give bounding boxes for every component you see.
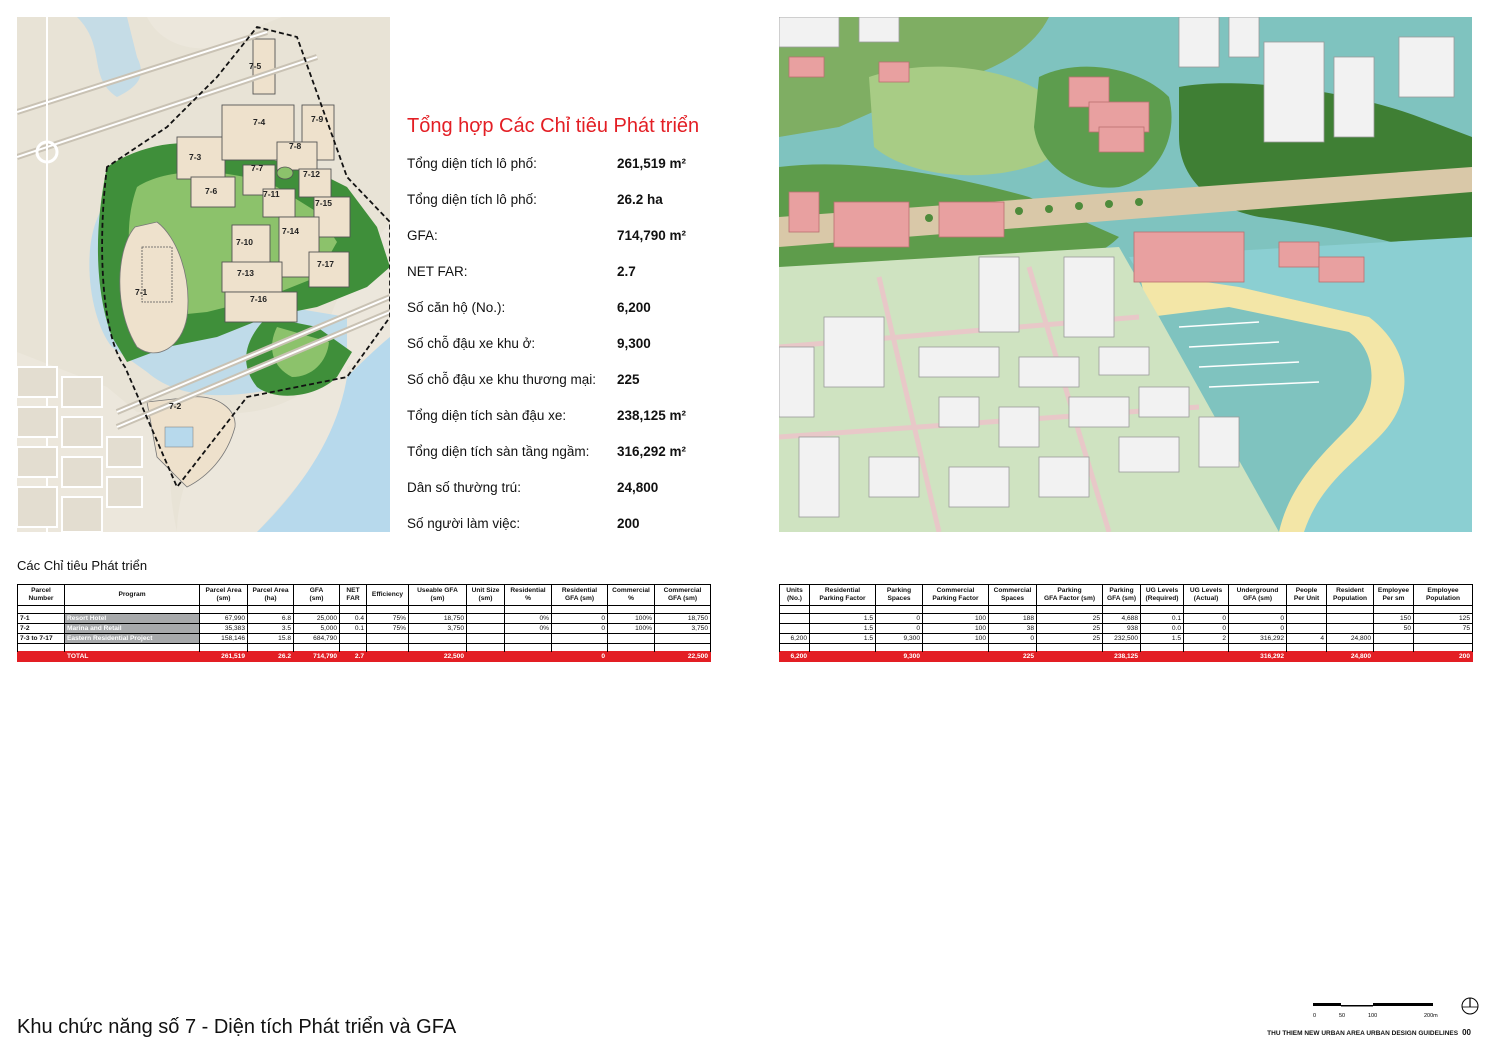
table-cell xyxy=(1287,652,1327,662)
table-cell xyxy=(810,652,876,662)
table-cell: 1.5 xyxy=(1141,634,1184,644)
summary-row xyxy=(407,290,767,326)
scale-label-0: 0 xyxy=(1313,1013,1317,1019)
column-header: UG Levels (Actual) xyxy=(1184,585,1229,606)
table-cell: 26.2 xyxy=(248,652,294,662)
parcel-label-7-12: 7-12 xyxy=(303,169,321,179)
table-cell: 3.5 xyxy=(248,624,294,634)
parcel-label-7-8: 7-8 xyxy=(289,141,302,151)
table-cell: 4 xyxy=(1287,634,1327,644)
summary-label: NET FAR: xyxy=(407,264,468,279)
table-cell xyxy=(1374,652,1414,662)
table-cell: 4,688 xyxy=(1103,614,1141,624)
summary-value: 238,125 m² xyxy=(617,408,687,423)
summary-row xyxy=(407,146,767,182)
development-summary xyxy=(407,115,767,542)
column-header: Underground GFA (sm) xyxy=(1229,585,1287,606)
table-row xyxy=(780,634,1473,644)
table-spacer-row xyxy=(780,606,1473,614)
table-cell: 0 xyxy=(1229,614,1287,624)
table-cell: 9,300 xyxy=(876,652,923,662)
table-cell: 18,750 xyxy=(655,614,711,624)
parcel-label-7-10: 7-10 xyxy=(236,237,254,247)
column-header: Commercial % xyxy=(608,585,655,606)
table-cell xyxy=(467,614,505,624)
table-spacer-row xyxy=(780,644,1473,652)
column-header: Parking Spaces xyxy=(876,585,923,606)
table-cell: 100% xyxy=(608,614,655,624)
table-cell xyxy=(1287,624,1327,634)
table-cell xyxy=(552,634,608,644)
table-cell: 0 xyxy=(552,652,608,662)
table-cell: 100% xyxy=(608,624,655,634)
table-cell xyxy=(18,652,65,662)
table-total-row xyxy=(18,652,711,662)
table-cell: 1.5 xyxy=(810,624,876,634)
table-cell: 25,000 xyxy=(294,614,340,624)
scale-label-100: 100 xyxy=(1368,1013,1378,1019)
parcel-label-7-6: 7-6 xyxy=(205,186,218,196)
table-cell: 0.0 xyxy=(1141,624,1184,634)
summary-value: 225 xyxy=(617,372,640,387)
table-cell: 18,750 xyxy=(409,614,467,624)
site-plan-drawing xyxy=(17,17,390,532)
table-cell: 0 xyxy=(1184,614,1229,624)
aerial-drawing xyxy=(779,17,1472,532)
table-row xyxy=(780,614,1473,624)
parcel-label-7-1: 7-1 xyxy=(135,287,148,297)
table-cell: 1.5 xyxy=(810,614,876,624)
table-cell: 6,200 xyxy=(780,652,810,662)
table-header-row xyxy=(780,585,1473,606)
table-cell xyxy=(409,634,467,644)
table-cell xyxy=(340,634,367,644)
aerial-perspective-render xyxy=(779,17,1472,532)
table-cell xyxy=(780,614,810,624)
table-cell: 261,519 xyxy=(200,652,248,662)
table-cell: 50 xyxy=(1374,624,1414,634)
table-cell: 100 xyxy=(923,624,989,634)
table-cell: 22,500 xyxy=(409,652,467,662)
table-cell: 3,750 xyxy=(655,624,711,634)
table-cell: 5,000 xyxy=(294,624,340,634)
guidelines-text: THU THIEM NEW URBAN AREA URBAN DESIGN GUIDELINES xyxy=(1267,1030,1459,1037)
summary-row xyxy=(407,470,767,506)
column-header: Units (No.) xyxy=(780,585,810,606)
table-cell: 38 xyxy=(989,624,1037,634)
table-cell: 0 xyxy=(876,624,923,634)
table-cell: 35,383 xyxy=(200,624,248,634)
table-cell: 125 xyxy=(1414,614,1473,624)
table-cell: 232,500 xyxy=(1103,634,1141,644)
parking-population-table xyxy=(779,584,1473,662)
column-header: Parking GFA Factor (sm) xyxy=(1037,585,1103,606)
column-header: Residential % xyxy=(505,585,552,606)
column-header: Parcel Number xyxy=(18,585,65,606)
table-cell xyxy=(1287,614,1327,624)
table-cell: 25 xyxy=(1037,614,1103,624)
table-cell: 0% xyxy=(505,624,552,634)
table-cell xyxy=(505,652,552,662)
column-header: Commercial Parking Factor xyxy=(923,585,989,606)
summary-label: Dân số thường trú: xyxy=(407,480,521,495)
summary-value: 200 xyxy=(617,516,640,531)
table-cell: 0 xyxy=(552,624,608,634)
table-cell xyxy=(655,634,711,644)
summary-row xyxy=(407,398,767,434)
parcel-label-7-11: 7-11 xyxy=(263,189,280,199)
column-header: Useable GFA (sm) xyxy=(409,585,467,606)
summary-row xyxy=(407,182,767,218)
table-cell: 25 xyxy=(1037,624,1103,634)
summary-value: 2.7 xyxy=(617,264,636,279)
table-cell xyxy=(1184,652,1229,662)
table-cell: 0 xyxy=(552,614,608,624)
tables-heading: Các Chỉ tiêu Phát triển xyxy=(17,558,148,573)
summary-label: Tổng diện tích sàn tầng ngầm: xyxy=(407,444,590,459)
column-header: Employee Population xyxy=(1414,585,1473,606)
summary-label: Số căn hộ (No.): xyxy=(407,300,506,315)
table-cell: 6,200 xyxy=(780,634,810,644)
summary-label: Số chỗ đậu xe khu thương mại: xyxy=(407,372,596,387)
summary-row xyxy=(407,218,767,254)
summary-label: Tổng diện tích sàn đậu xe: xyxy=(407,408,567,423)
summary-label: GFA: xyxy=(407,228,438,243)
parcel-label-7-13: 7-13 xyxy=(237,268,255,278)
table-cell: TOTAL xyxy=(65,652,200,662)
table-header-row xyxy=(18,585,711,606)
table-row xyxy=(18,614,711,624)
table-cell: 2 xyxy=(1184,634,1229,644)
table-cell: 75% xyxy=(367,624,409,634)
table-cell: 0.4 xyxy=(340,614,367,624)
table-cell: 158,146 xyxy=(200,634,248,644)
summary-row xyxy=(407,326,767,362)
table-cell xyxy=(367,652,409,662)
column-header: Program xyxy=(65,585,200,606)
table-cell: 67,990 xyxy=(200,614,248,624)
table-cell: 938 xyxy=(1103,624,1141,634)
column-header: UG Levels (Required) xyxy=(1141,585,1184,606)
table-cell xyxy=(1327,624,1374,634)
column-header: People Per Unit xyxy=(1287,585,1327,606)
summary-value: 26.2 ha xyxy=(617,192,663,207)
table-cell: 225 xyxy=(989,652,1037,662)
table-cell xyxy=(1037,652,1103,662)
table-cell xyxy=(467,634,505,644)
column-header: GFA (sm) xyxy=(294,585,340,606)
table-spacer-row xyxy=(18,606,711,614)
summary-row xyxy=(407,254,767,290)
footer-guidelines xyxy=(1267,1028,1471,1037)
page-title: Khu chức năng số 7 - Diện tích Phát triển và GFA xyxy=(17,1016,457,1038)
table-total-row xyxy=(780,652,1473,662)
parcel-label-7-16: 7-16 xyxy=(250,294,268,304)
parcel-label-7-17: 7-17 xyxy=(317,259,335,269)
table-cell: 25 xyxy=(1037,634,1103,644)
summary-list xyxy=(407,146,767,542)
summary-value: 9,300 xyxy=(617,336,651,351)
table-row xyxy=(18,634,711,644)
parcel-label-7-3: 7-3 xyxy=(189,152,202,162)
parcel-label-7-2: 7-2 xyxy=(169,401,182,411)
table-cell xyxy=(608,634,655,644)
column-header: Unit Size (sm) xyxy=(467,585,505,606)
site-plan-map xyxy=(17,17,390,532)
scale-label-200m: 200m xyxy=(1424,1013,1438,1019)
table-cell: 238,125 xyxy=(1103,652,1141,662)
summary-row xyxy=(407,434,767,470)
summary-value: 714,790 m² xyxy=(617,228,687,243)
table-cell: 24,800 xyxy=(1327,652,1374,662)
table-spacer-row xyxy=(18,644,711,652)
parcel-label-7-14: 7-14 xyxy=(282,226,300,236)
table-cell: Resort Hotel xyxy=(65,614,200,624)
table-cell xyxy=(467,652,505,662)
scale-label-50: 50 xyxy=(1339,1013,1346,1019)
table-cell: 0% xyxy=(505,614,552,624)
summary-title: Tổng hợp Các Chỉ tiêu Phát triển xyxy=(407,115,700,137)
summary-label: Tổng diện tích lô phố: xyxy=(407,156,537,171)
table-cell xyxy=(1327,614,1374,624)
summary-value: 316,292 m² xyxy=(617,444,687,459)
table-cell: 6.8 xyxy=(248,614,294,624)
table-cell: 75 xyxy=(1414,624,1473,634)
parcel-label-7-9: 7-9 xyxy=(311,114,324,124)
table-cell: 100 xyxy=(923,614,989,624)
table-cell: 2.7 xyxy=(340,652,367,662)
column-header: Residential Parking Factor xyxy=(810,585,876,606)
parcel-label-7-4: 7-4 xyxy=(253,117,266,127)
column-header: Parcel Area (ha) xyxy=(248,585,294,606)
table-cell: 0 xyxy=(876,614,923,624)
table-cell: 188 xyxy=(989,614,1037,624)
column-header: Commercial Spaces xyxy=(989,585,1037,606)
table-cell: 24,800 xyxy=(1327,634,1374,644)
table-cell: 0 xyxy=(1184,624,1229,634)
table-row xyxy=(780,624,1473,634)
summary-value: 24,800 xyxy=(617,480,659,495)
table-row xyxy=(18,624,711,634)
summary-label: Số người làm việc: xyxy=(407,516,521,531)
table-cell: 75% xyxy=(367,614,409,624)
column-header: NET FAR xyxy=(340,585,367,606)
table-cell: 9,300 xyxy=(876,634,923,644)
table-cell: 7-1 xyxy=(18,614,65,624)
summary-label: Tổng diện tích lô phố: xyxy=(407,192,537,207)
table-cell: 0.1 xyxy=(340,624,367,634)
summary-label: Số chỗ đậu xe khu ở: xyxy=(407,336,536,351)
column-header: Commercial GFA (sm) xyxy=(655,585,711,606)
table-cell xyxy=(467,624,505,634)
table-cell: 0 xyxy=(989,634,1037,644)
table-cell: 0 xyxy=(1229,624,1287,634)
table-cell xyxy=(1374,634,1414,644)
table-cell: Marina and Retail xyxy=(65,624,200,634)
table-cell: 3,750 xyxy=(409,624,467,634)
table-cell xyxy=(1414,634,1473,644)
table-cell xyxy=(923,652,989,662)
table-cell: 7-2 xyxy=(18,624,65,634)
column-header: Residential GFA (sm) xyxy=(552,585,608,606)
table-cell: 150 xyxy=(1374,614,1414,624)
parcel-label-7-15: 7-15 xyxy=(315,198,333,208)
table-cell xyxy=(780,624,810,634)
parcel-label-7-7: 7-7 xyxy=(251,163,264,173)
table-cell xyxy=(1141,652,1184,662)
summary-value: 261,519 m² xyxy=(617,156,687,171)
table-cell: 684,790 xyxy=(294,634,340,644)
table-cell: 316,292 xyxy=(1229,634,1287,644)
table-cell: 1.5 xyxy=(810,634,876,644)
north-arrow-icon xyxy=(1462,998,1478,1014)
summary-row xyxy=(407,506,767,542)
table-cell xyxy=(608,652,655,662)
table-cell: 316,292 xyxy=(1229,652,1287,662)
summary-value: 6,200 xyxy=(617,300,651,315)
column-header: Resident Population xyxy=(1327,585,1374,606)
table-cell: Eastern Residential Project xyxy=(65,634,200,644)
table-cell xyxy=(367,634,409,644)
table-cell: 200 xyxy=(1414,652,1473,662)
table-cell: 22,500 xyxy=(655,652,711,662)
table-cell: 15.8 xyxy=(248,634,294,644)
table-cell: 7-3 to 7-17 xyxy=(18,634,65,644)
table-cell: 0.1 xyxy=(1141,614,1184,624)
summary-row xyxy=(407,362,767,398)
parcel-program-table xyxy=(17,584,711,662)
column-header: Parcel Area (sm) xyxy=(200,585,248,606)
column-header: Efficiency xyxy=(367,585,409,606)
parcel-label-7-5: 7-5 xyxy=(249,61,262,71)
table-cell: 714,790 xyxy=(294,652,340,662)
table-cell xyxy=(505,634,552,644)
column-header: Employee Per sm xyxy=(1374,585,1414,606)
scale-bar xyxy=(1310,997,1485,1021)
column-header: Parking GFA (sm) xyxy=(1103,585,1141,606)
page-number: 00 xyxy=(1462,1028,1471,1037)
table-cell: 100 xyxy=(923,634,989,644)
